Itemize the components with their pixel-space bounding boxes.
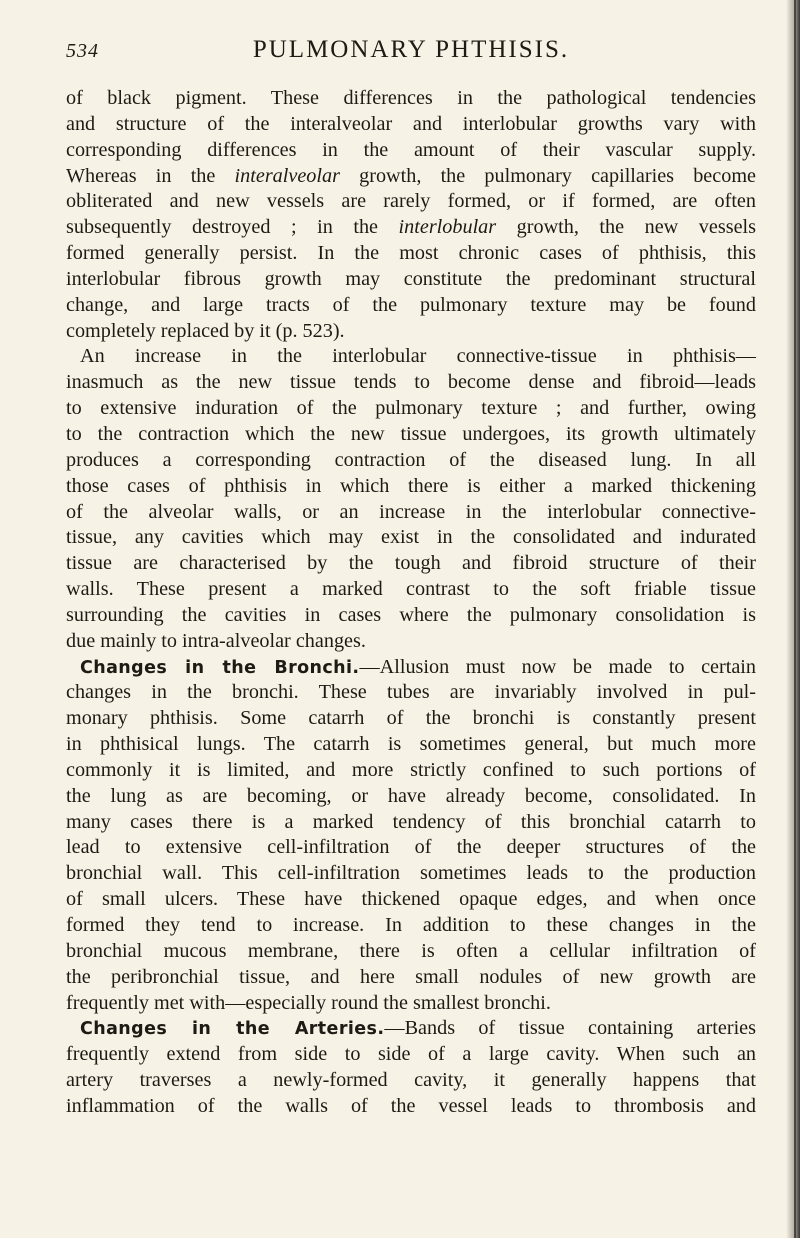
text-line: An increase in the interlobular connective-tissue in phthisis— (80, 345, 756, 368)
text-segment: subsequently destroyed ; in the (66, 216, 399, 239)
text-line: due mainly to intra-alveolar changes. (66, 629, 366, 652)
text-line: tissue are characterised by the tough and fibroid structure of their (66, 552, 756, 575)
text-line: of black pigment. These differences in the pathological tendencies (66, 87, 756, 109)
text-line: the lung as are becoming, or have already become, consolidated. In (66, 784, 756, 807)
section-heading: Changes in the Bronchi. (80, 657, 360, 678)
text-line: inflammation of the walls of the vessel leads to thrombosis and (66, 1094, 756, 1117)
text-segment: —Bands of tissue containing arteries (384, 1017, 756, 1040)
book-page (66, 36, 756, 1120)
text-line: monary phthisis. Some catarrh of the bronchi is constantly present (66, 707, 756, 730)
running-title: PULMONARY PHTHISIS. (252, 36, 570, 63)
text-line: bronchial wall. This cell-infiltration sometimes leads to the production (66, 862, 756, 885)
text-line: commonly it is limited, and more strictly confined to such portions of (66, 758, 756, 781)
text-line: of small ulcers. These have thickened opaque edges, and when once (66, 888, 756, 911)
text-line: completely replaced by it (p. 523). (66, 319, 345, 342)
text-segment: —Allusion must now be made to certain (359, 655, 756, 678)
page-number: 534 (66, 40, 99, 62)
text-segment: growth, the pulmonary capillaries become (339, 164, 756, 187)
text-line: the peribronchial tissue, and here small nodules of new growth are (66, 965, 756, 988)
text-line: corresponding differences in the amount of their vascular supply. (66, 138, 756, 161)
text-line: change, and large tracts of the pulmonary texture may be found (66, 293, 756, 316)
text-line: formed generally persist. In the most chronic cases of phthisis, this (66, 242, 756, 265)
text-line: those cases of phthisis in which there is either a marked thickening (66, 474, 756, 497)
text-line: many cases there is a marked tendency of this bronchial catarrh to (66, 810, 756, 833)
section-heading: Changes in the Arteries. (80, 1019, 385, 1040)
text-line: tissue, any cavities which may exist in the consolidated and indurated (66, 526, 756, 549)
text-line: of the alveolar walls, or an increase in the interlobular connective- (66, 500, 756, 523)
text-line: changes in the bronchi. These tubes are invariably involved in pul- (66, 681, 756, 704)
italic-term: interalveolar (234, 164, 340, 187)
running-head (66, 36, 756, 66)
page-edge-shadow (786, 0, 800, 1238)
text-line: walls. These present a marked contrast to the soft friable tissue (66, 578, 756, 601)
text-line: bronchial mucous membrane, there is often a cellular infiltration of (66, 939, 756, 962)
italic-term: interlobular (398, 216, 497, 239)
text-line: and structure of the interalveolar and interlobular growths vary with (66, 112, 756, 135)
text-line: produces a corresponding contraction of the diseased lung. In all (66, 448, 756, 471)
text-segment: growth, the new vessels (496, 216, 756, 239)
text-line: inasmuch as the new tissue tends to become dense and fibroid—leads (66, 371, 756, 394)
text-line: in phthisical lungs. The catarrh is sometimes general, but much more (66, 733, 756, 756)
text-line (66, 1016, 756, 1042)
body-text (66, 86, 756, 1120)
text-line: to extensive induration of the pulmonary texture ; and further, owing (66, 397, 756, 420)
text-line (66, 164, 756, 190)
text-line: interlobular fibrous growth may constitute the predominant structural (66, 267, 756, 290)
text-line: frequently extend from side to side of a large cavity. When such an (66, 1043, 756, 1066)
text-line: formed they tend to increase. In addition to these changes in the (66, 914, 756, 936)
text-segment: Whereas in the (66, 164, 235, 187)
text-line: surrounding the cavities in cases where the pulmonary consolidation is (66, 603, 756, 626)
text-line: to the contraction which the new tissue undergoes, its growth ultimately (66, 422, 756, 445)
text-line: lead to extensive cell-infiltration of the deeper structures of the (66, 836, 756, 859)
text-line: obliterated and new vessels are rarely formed, or if formed, are often (66, 190, 756, 213)
text-line (66, 655, 756, 681)
text-line: frequently met with—especially round the smallest bronchi. (66, 991, 551, 1014)
text-line (66, 215, 756, 241)
page-edge-line (794, 0, 796, 1238)
text-line: artery traverses a newly-formed cavity, it generally happens that (66, 1069, 756, 1092)
